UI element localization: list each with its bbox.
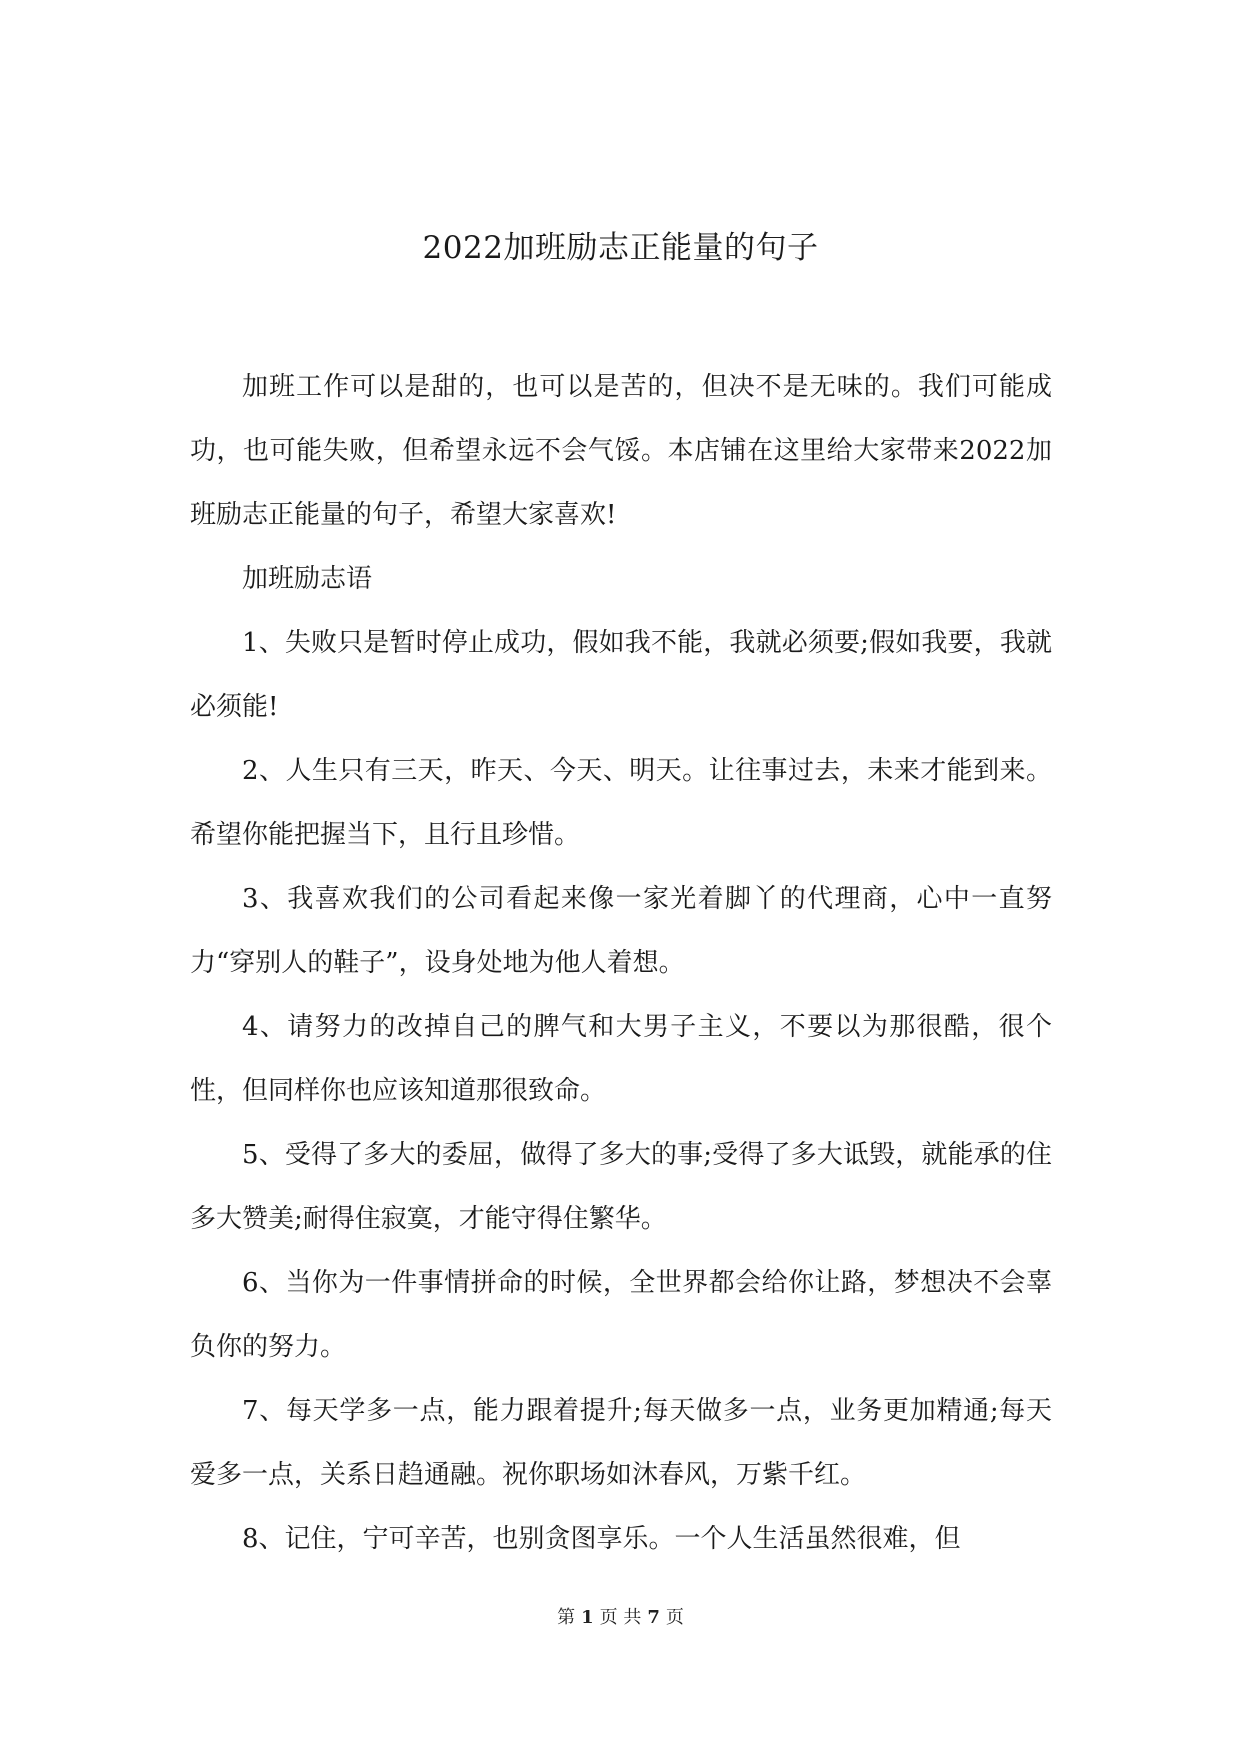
quote-paragraph-2: 2、人生只有三天，昨天、今天、明天。让往事过去，未来才能到来。希望你能把握当下，且行且珍惜。 [190,756,1052,850]
footer-total-pages: 7 [647,1607,660,1628]
document-body [190,355,1052,1571]
footer-middle: 页 共 [599,1607,642,1628]
quote-paragraph-8: 8、记住，宁可辛苦，也别贪图享乐。一个人生活虽然很难，但 [242,1524,961,1554]
quote-paragraph-3: 3、我喜欢我们的公司看起来像一家光着脚丫的代理商，心中一直努力“穿别人的鞋子”，设身处地为他人着想。 [190,884,1052,978]
page-footer [0,1603,1241,1629]
intro-paragraph: 加班工作可以是甜的，也可以是苦的，但决不是无味的。我们可能成功，也可能失败，但希望永远不会气馁。本店铺在这里给大家带来2022加班励志正能量的句子，希望大家喜欢! [190,372,1052,530]
quote-paragraph-5: 5、受得了多大的委屈，做得了多大的事;受得了多大诋毁，就能承的住多大赞美;耐得住寂寞，才能守得住繁华。 [190,1140,1052,1234]
footer-page-number: 1 [581,1607,594,1628]
quote-paragraph-4: 4、请努力的改掉自己的脾气和大男子主义，不要以为那很酷，很个性，但同样你也应该知道那很致命。 [190,1012,1052,1106]
section-heading: 加班励志语 [242,564,373,594]
footer-prefix: 第 [557,1607,576,1628]
document-title: 2022加班励志正能量的句子 [422,230,819,266]
footer-suffix: 页 [665,1607,684,1628]
quote-paragraph-6: 6、当你为一件事情拼命的时候，全世界都会给你让路，梦想决不会辜负你的努力。 [190,1268,1052,1362]
quote-paragraph-1: 1、失败只是暂时停止成功，假如我不能，我就必须要;假如我要，我就必须能! [190,628,1052,722]
quote-paragraph-7: 7、每天学多一点，能力跟着提升;每天做多一点，业务更加精通;每天爱多一点，关系日趋通融。祝你职场如沐春风，万紫千红。 [190,1396,1052,1490]
